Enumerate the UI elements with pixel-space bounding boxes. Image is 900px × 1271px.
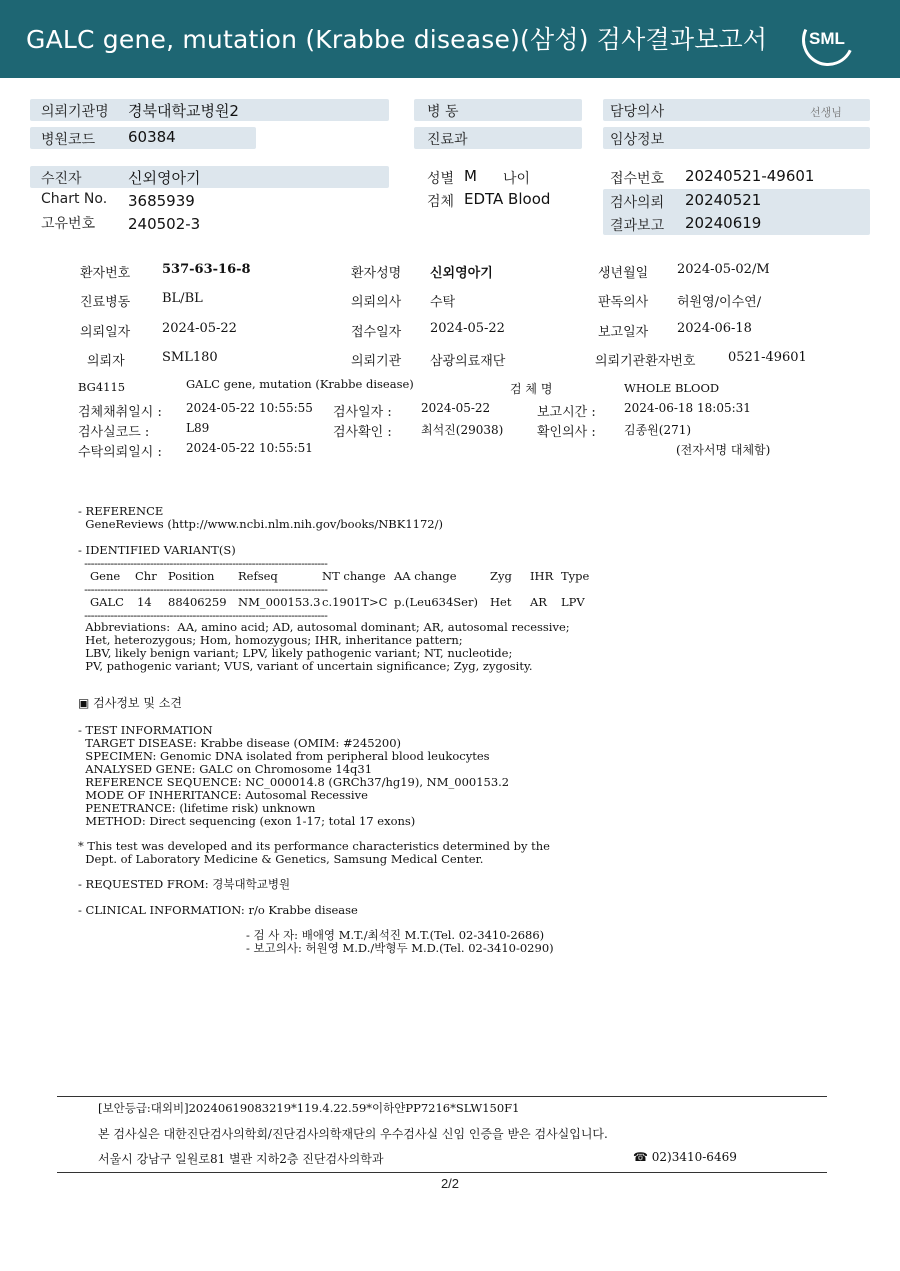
- col-zyg: Zyg: [490, 569, 512, 583]
- chart-label: Chart No.: [41, 191, 108, 207]
- pb-label: 의뢰자: [87, 354, 125, 369]
- ref-line: GeneReviews (http://www.ncbi.nlm.nih.gov/books/NBK1172/): [78, 517, 443, 531]
- pb-label: 접수일자: [351, 325, 402, 340]
- col-nt: NT change: [322, 569, 386, 583]
- test-info-line: - TEST INFORMATION: [78, 723, 213, 737]
- pb-value: 신외영아기: [430, 266, 493, 281]
- pb-label: 의뢰기관: [351, 354, 402, 369]
- sex-value: M: [464, 167, 477, 185]
- doctor-label: 담당의사: [610, 104, 665, 120]
- tb-value: 김종원(271): [624, 423, 692, 437]
- tb-value: WHOLE BLOOD: [624, 381, 720, 395]
- tb-value: 2024-05-22 10:55:51: [186, 441, 313, 455]
- abbrev-line: LBV, likely benign variant; LPV, likely pathogenic variant; NT, nucleotide;: [78, 646, 513, 660]
- pb-label: 의뢰기관환자번호: [595, 354, 696, 369]
- test-info-line: ANALYSED GENE: GALC on Chromosome 14q31: [78, 762, 373, 776]
- tb-value: 2024-06-18 18:05:31: [624, 401, 751, 415]
- pb-label: 환자번호: [80, 266, 131, 281]
- tb-value: L89: [186, 421, 210, 435]
- note-line: Dept. of Laboratory Medicine & Genetics, Samsung Medical Center.: [78, 852, 484, 866]
- tb-label: 검체채취일시 :: [78, 405, 162, 420]
- security-line: [보안등급:대외비]20240619083219*119.4.22.59*이하얀PP7216*SLW150F1: [98, 1101, 520, 1115]
- table-rule: --------------------------------------------------------------------------: [78, 556, 328, 570]
- pb-label: 환자성명: [351, 266, 402, 281]
- patient-bar: [30, 166, 389, 188]
- report-title: GALC gene, mutation (Krabbe disease)(삼성) 검사결과보고서: [26, 25, 768, 54]
- rep-value: 20240619: [685, 214, 762, 232]
- col-gene: Gene: [90, 569, 121, 583]
- unique-value: 240502-3: [128, 215, 201, 233]
- logo-text: SML: [809, 29, 845, 48]
- pb-value: 허원영/이수연/: [677, 295, 762, 310]
- cell-zyg: Het: [490, 595, 512, 609]
- footer-rule: [57, 1172, 827, 1173]
- cell-refseq: NM_000153.3: [238, 595, 321, 609]
- code-value: 60384: [128, 128, 176, 146]
- variant-head: - IDENTIFIED VARIANT(S): [78, 543, 236, 557]
- tb-label: 보고시간 :: [537, 405, 596, 420]
- dept-label: 진료과: [427, 132, 468, 148]
- pb-label: 의뢰일자: [80, 325, 131, 340]
- pb-label: 보고일자: [598, 325, 649, 340]
- test-info-line: REFERENCE SEQUENCE: NC_000014.8 (GRCh37/hg19), NM_000153.2: [78, 775, 510, 789]
- sex-label: 성별: [427, 171, 455, 187]
- col-chr: Chr: [135, 569, 157, 583]
- col-refseq: Refseq: [238, 569, 278, 583]
- test-info-line: METHOD: Direct sequencing (exon 1-17; total 17 exons): [78, 814, 416, 828]
- cell-position: 88406259: [168, 595, 227, 609]
- pb-value: 2024-06-18: [677, 321, 752, 336]
- age-label: 나이: [503, 171, 531, 187]
- ward-label: 병 동: [427, 104, 459, 120]
- ref-head: - REFERENCE: [78, 504, 164, 518]
- rep-label: 결과보고: [610, 218, 665, 234]
- signer-line: - 검 사 자: 배애영 M.T./최석진 M.T.(Tel. 02-3410-2686): [246, 928, 545, 942]
- col-type: Type: [561, 569, 590, 583]
- page-number: 2/2: [440, 1176, 460, 1191]
- test-code: BG4115: [78, 380, 126, 394]
- note-line: * This test was developed and its performance characteristics determined by the: [78, 839, 550, 853]
- cell-aa: p.(Leu634Ser): [394, 595, 478, 609]
- footer-rule: [57, 1096, 827, 1097]
- test-info-line: SPECIMEN: Genomic DNA isolated from peripheral blood leukocytes: [78, 749, 490, 763]
- signer-line: - 보고의사: 허원영 M.D./박형두 M.D.(Tel. 02-3410-0290): [246, 941, 554, 955]
- inst-value: 경북대학교병원2: [128, 102, 239, 120]
- recv-label: 접수번호: [610, 171, 665, 187]
- cell-chr: 14: [137, 595, 152, 609]
- unique-label: 고유번호: [41, 216, 96, 232]
- cell-type: LPV: [561, 595, 585, 609]
- tb-value: 최석진(29038): [421, 423, 504, 437]
- req-value: 20240521: [685, 191, 762, 209]
- inst-label: 의뢰기관명: [41, 104, 109, 120]
- address-line: 서울시 강남구 일원로81 별관 지하2층 진단검사의학과: [98, 1152, 384, 1166]
- pb-value: SML180: [162, 350, 218, 365]
- pb-value: 수탁: [430, 295, 456, 310]
- tb-label: 검사확인 :: [333, 425, 392, 440]
- tb-label: 검사일자 :: [333, 405, 392, 420]
- pb-value: 537-63-16-8: [162, 262, 251, 277]
- pb-value: 2024-05-22: [162, 321, 237, 336]
- cell-ihr: AR: [530, 595, 547, 609]
- phone-line: ☎ 02)3410-6469: [633, 1150, 737, 1164]
- pb-value: 삼광의료재단: [430, 354, 506, 369]
- pb-label: 생년월일: [598, 266, 649, 281]
- chart-value: 3685939: [128, 192, 195, 210]
- abbrev-line: Het, heterozygous; Hom, homozygous; IHR, inheritance pattern;: [78, 633, 463, 647]
- clinical-info: - CLINICAL INFORMATION: r/o Krabbe disease: [78, 903, 358, 917]
- col-aa: AA change: [394, 569, 457, 583]
- table-rule: --------------------------------------------------------------------------: [78, 608, 328, 622]
- doctor-suffix: 선생님: [810, 106, 842, 119]
- cert-line: 본 검사실은 대한진단검사의학회/진단검사의학재단의 우수검사실 신임 인증을 받은 검사실입니다.: [98, 1127, 608, 1141]
- esign-note: (전자서명 대체함): [676, 443, 771, 457]
- col-position: Position: [168, 569, 215, 583]
- req-label: 검사의뢰: [610, 195, 665, 211]
- report-header: [0, 0, 900, 78]
- recv-value: 20240521-49601: [685, 167, 815, 185]
- pb-label: 의뢰의사: [351, 295, 402, 310]
- code-label: 병원코드: [41, 132, 96, 148]
- pb-label: 판독의사: [598, 295, 649, 310]
- tb-label: 검사실코드 :: [78, 425, 150, 440]
- tb-value: 2024-05-22: [421, 401, 491, 415]
- pb-value: 0521-49601: [728, 350, 807, 365]
- info-heading: ▣ 검사정보 및 소견: [78, 696, 182, 710]
- clinical-label: 임상정보: [610, 132, 665, 148]
- pb-value: BL/BL: [162, 291, 203, 306]
- test-info-line: MODE OF INHERITANCE: Autosomal Recessive: [78, 788, 368, 802]
- abbrev-line: PV, pathogenic variant; VUS, variant of uncertain significance; Zyg, zygosity.: [78, 659, 533, 673]
- sml-logo: [802, 14, 852, 64]
- patient-label: 수진자: [41, 171, 82, 187]
- cell-gene: GALC: [90, 595, 124, 609]
- tb-label: 확인의사 :: [537, 425, 596, 440]
- pb-value: 2024-05-02/M: [677, 262, 770, 277]
- col-ihr: IHR: [530, 569, 554, 583]
- table-rule: --------------------------------------------------------------------------: [78, 582, 328, 596]
- abbrev-line: Abbreviations: AA, amino acid; AD, autosomal dominant; AR, autosomal recessive;: [78, 620, 570, 634]
- tb-label: 수탁의뢰일시 :: [78, 445, 162, 460]
- test-info-line: TARGET DISEASE: Krabbe disease (OMIM: #245200): [78, 736, 402, 750]
- tb-label: 검 체 명: [510, 382, 553, 396]
- test-name: GALC gene, mutation (Krabbe disease): [186, 377, 414, 391]
- pb-value: 2024-05-22: [430, 321, 505, 336]
- requested-from: - REQUESTED FROM: 경북대학교병원: [78, 877, 291, 891]
- cell-nt: c.1901T>C: [322, 595, 388, 609]
- specimen-value: EDTA Blood: [464, 190, 551, 208]
- test-info-line: PENETRANCE: (lifetime risk) unknown: [78, 801, 316, 815]
- tb-value: 2024-05-22 10:55:55: [186, 401, 313, 415]
- pb-label: 진료병동: [80, 295, 131, 310]
- specimen-label: 검체: [427, 194, 455, 210]
- patient-value: 신외영아기: [128, 169, 201, 187]
